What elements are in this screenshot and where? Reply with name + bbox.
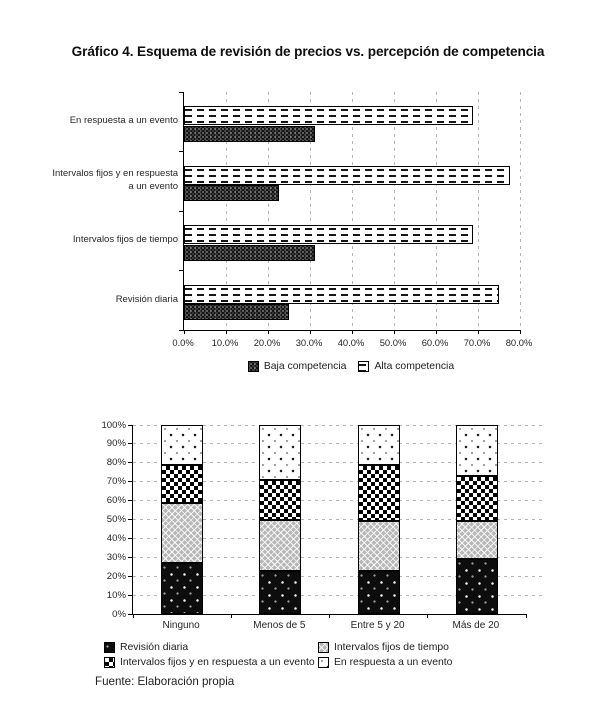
legend-item-label: Intervalos fijos y en respuesta a un evento xyxy=(120,656,315,668)
chart2-yaxis-labels xyxy=(84,419,126,620)
stack-segment xyxy=(259,480,301,520)
x-axis-tick xyxy=(310,330,311,334)
chart2-stacked-bar-chart xyxy=(0,419,616,706)
x-tick-label: 50.0% xyxy=(379,337,407,348)
bar-baja-competencia xyxy=(184,185,279,201)
category-label: Intervalos fijos y en respuesta a un evento xyxy=(52,168,178,193)
y-axis-tick xyxy=(179,270,183,271)
category-label: Más de 20 xyxy=(452,620,500,631)
y-axis-tick xyxy=(128,557,132,558)
white-dots-swatch xyxy=(318,657,329,668)
stack-segment xyxy=(358,521,400,570)
bar-alta-competencia xyxy=(184,285,499,304)
y-axis-tick xyxy=(128,462,132,463)
chart1-category-labels xyxy=(36,92,178,330)
x-axis-tick xyxy=(436,330,437,334)
x-axis-tick xyxy=(184,330,185,334)
legend-item-label: Revisión diaria xyxy=(120,642,189,653)
x-axis-tick xyxy=(526,614,527,618)
chart1-xaxis-labels xyxy=(172,337,533,349)
y-axis-tick xyxy=(128,481,132,482)
chart2-category-labels xyxy=(132,620,525,634)
chart-title: Gráfico 4. Esquema de revisión de precios vs. percepción de competencia xyxy=(71,44,545,59)
gridline-vertical xyxy=(520,92,521,330)
legend-item-label: Alta competencia xyxy=(374,361,455,372)
stack-segment xyxy=(161,425,203,465)
chart2-plot-area xyxy=(132,425,526,615)
x-tick-label: 60.0% xyxy=(421,337,449,348)
y-tick-label: 30% xyxy=(106,551,126,563)
bar-baja-competencia xyxy=(184,126,315,142)
x-tick-label: 10.0% xyxy=(211,337,239,348)
source-note: Fuente: Elaboración propia xyxy=(95,675,235,688)
stack-segment xyxy=(358,465,400,522)
legend-item xyxy=(104,657,318,668)
stack-segment xyxy=(259,520,301,571)
x-axis-tick xyxy=(268,330,269,334)
y-axis-tick xyxy=(179,211,183,212)
category-label: Menos de 5 xyxy=(253,620,306,631)
x-axis-tick xyxy=(478,330,479,334)
x-axis-tick xyxy=(226,330,227,334)
x-tick-label: 80.0% xyxy=(505,337,533,348)
x-axis-tick xyxy=(329,614,330,618)
stack-segment xyxy=(161,563,203,614)
chart2-legend xyxy=(104,642,452,668)
gray-weave-swatch xyxy=(318,642,329,653)
chart1-plot-area xyxy=(183,92,520,331)
stack-segment xyxy=(358,425,400,465)
bar-baja-competencia xyxy=(184,304,289,320)
y-axis-tick xyxy=(128,519,132,520)
dark-weave-swatch xyxy=(248,361,259,372)
category-label: Entre 5 y 20 xyxy=(350,620,405,631)
x-tick-label: 0.0% xyxy=(172,337,194,348)
y-axis-tick xyxy=(179,151,183,152)
y-axis-tick xyxy=(128,538,132,539)
y-tick-label: 50% xyxy=(106,514,126,525)
stack-segment xyxy=(259,425,301,480)
stack-segment xyxy=(358,571,400,614)
x-tick-label: 20.0% xyxy=(253,337,281,348)
stack-segment xyxy=(456,559,498,614)
black-diamonds-swatch xyxy=(104,657,115,668)
x-axis-tick xyxy=(520,330,521,334)
x-axis-tick xyxy=(352,330,353,334)
y-tick-label: 0% xyxy=(112,608,126,620)
bar-alta-competencia xyxy=(184,106,473,125)
x-tick-label: 70.0% xyxy=(463,337,491,348)
y-axis-tick xyxy=(128,614,132,615)
y-tick-label: 70% xyxy=(106,476,126,488)
chart1-legend xyxy=(143,361,559,372)
y-tick-label: 90% xyxy=(106,438,126,450)
legend-item-label: En respuesta a un evento xyxy=(334,656,453,668)
legend-item xyxy=(358,361,454,372)
y-axis-tick xyxy=(179,92,183,93)
y-tick-label: 100% xyxy=(101,419,126,431)
x-axis-tick xyxy=(231,614,232,618)
black-dots-swatch xyxy=(104,642,115,653)
x-tick-label: 40.0% xyxy=(337,337,365,348)
bar-alta-competencia xyxy=(184,225,473,244)
stack-segment xyxy=(456,476,498,521)
legend-item xyxy=(248,361,347,372)
stack-segment xyxy=(456,425,498,476)
category-label: En respuesta a un evento xyxy=(69,115,178,127)
y-axis-tick xyxy=(128,595,132,596)
legend-item xyxy=(318,642,452,653)
stack-segment xyxy=(161,465,203,503)
x-tick-label: 30.0% xyxy=(295,337,323,348)
x-axis-tick xyxy=(394,330,395,334)
y-tick-label: 40% xyxy=(106,532,126,544)
category-label: Intervalos fijos de tiempo xyxy=(72,234,178,246)
legend-item xyxy=(104,642,318,653)
bar-baja-competencia xyxy=(184,245,315,261)
category-label: Revisión diaria xyxy=(115,293,178,305)
bar-alta-competencia xyxy=(184,166,510,185)
stack-segment xyxy=(161,503,203,563)
y-axis-tick xyxy=(128,576,132,577)
y-axis-tick xyxy=(179,330,183,331)
x-axis-tick xyxy=(427,614,428,618)
legend-item-label: Baja competencia xyxy=(263,361,347,372)
y-tick-label: 20% xyxy=(106,570,126,582)
legend-item xyxy=(318,657,452,668)
y-axis-tick xyxy=(128,500,132,501)
y-axis-tick xyxy=(128,443,132,444)
y-tick-label: 10% xyxy=(106,589,126,601)
y-tick-label: 80% xyxy=(106,457,126,469)
y-axis-tick xyxy=(128,425,132,426)
stack-segment xyxy=(259,571,301,614)
x-axis-tick xyxy=(133,614,134,618)
legend-item-label: Intervalos fijos de tiempo xyxy=(334,642,449,653)
white-dashed-swatch xyxy=(358,361,369,372)
chart1-horizontal-bar-chart xyxy=(0,85,616,405)
category-label: Ninguno xyxy=(162,620,200,631)
stack-segment xyxy=(456,521,498,559)
y-tick-label: 60% xyxy=(106,495,126,507)
